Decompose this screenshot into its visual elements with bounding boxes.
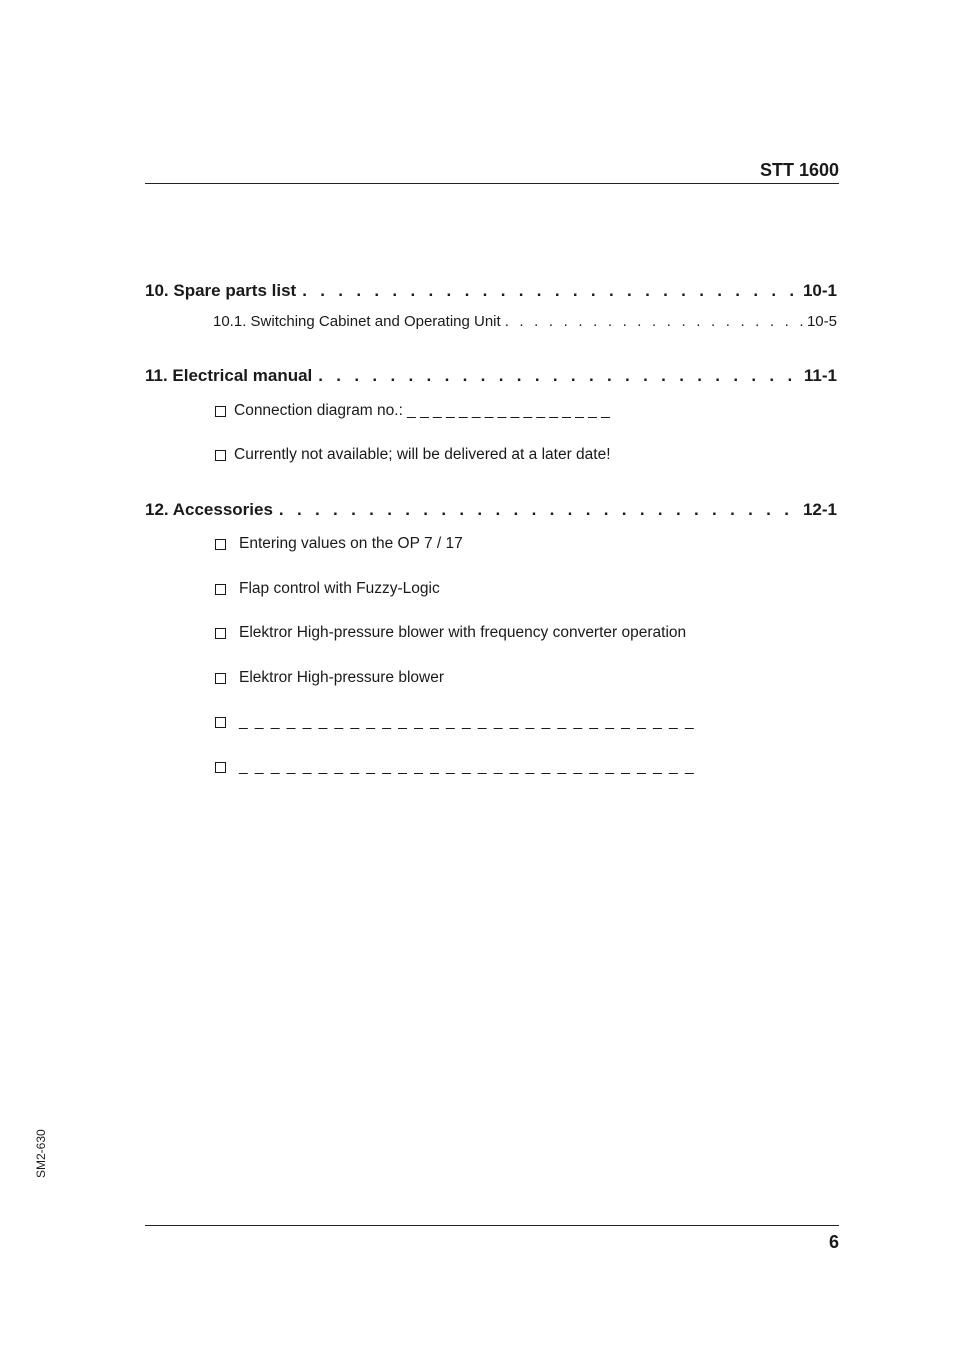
- toc-entry-page: 12-1: [802, 500, 837, 519]
- toc-entry-title: 11. Electrical manual: [145, 366, 313, 385]
- dot-leader: [302, 281, 797, 301]
- toc-subentry-title: 10.1. Switching Cabinet and Operating Unit: [213, 313, 501, 330]
- checkbox-item-blank-1[interactable]: [215, 713, 695, 731]
- toc-entry-spare-parts: [145, 281, 837, 301]
- page-number: 6: [828, 1232, 839, 1252]
- checkbox-item-flap-control[interactable]: [215, 580, 440, 598]
- toc-subentry-page: 10-5: [806, 313, 837, 330]
- checkbox-label: _ _ _ _ _ _ _ _ _ _ _ _ _ _ _ _ _ _ _ _ _ _ _ _ _ _ _ _ _: [239, 713, 696, 730]
- toc-entry-title: 12. Accessories: [145, 500, 273, 519]
- checkbox-item-blank-2[interactable]: [215, 758, 695, 776]
- checkbox-icon[interactable]: [215, 717, 226, 728]
- checkbox-icon[interactable]: [215, 450, 226, 461]
- dot-leader: [505, 313, 803, 330]
- checkbox-label: Currently not available; will be delivered at a later date!: [234, 446, 611, 463]
- toc-entry-page: 10-1: [802, 281, 837, 300]
- toc-entry-electrical-manual: [145, 366, 837, 386]
- toc-entry-title: 10. Spare parts list: [145, 281, 297, 300]
- checkbox-icon[interactable]: [215, 673, 226, 684]
- checkbox-label: Flap control with Fuzzy-Logic: [239, 580, 440, 597]
- toc-entry-accessories: [145, 500, 837, 520]
- checkbox-item-op7[interactable]: [215, 535, 463, 553]
- toc-subentry-switching-cabinet: [213, 313, 837, 330]
- checkbox-item-connection-diagram[interactable]: [215, 402, 610, 420]
- checkbox-icon[interactable]: [215, 539, 226, 550]
- checkbox-icon[interactable]: [215, 762, 226, 773]
- checkbox-label: Entering values on the OP 7 / 17: [239, 535, 463, 552]
- checkbox-item-blower[interactable]: [215, 669, 444, 687]
- checkbox-icon[interactable]: [215, 584, 226, 595]
- checkbox-item-not-available[interactable]: [215, 446, 611, 464]
- checkbox-label: _ _ _ _ _ _ _ _ _ _ _ _ _ _ _ _ _ _ _ _ _ _ _ _ _ _ _ _ _: [239, 758, 696, 775]
- checkbox-icon[interactable]: [215, 406, 226, 417]
- document-code: SM2-630: [34, 1129, 48, 1178]
- checkbox-icon[interactable]: [215, 628, 226, 639]
- footer-rule: [145, 1225, 839, 1226]
- dot-leader: [279, 500, 797, 520]
- checkbox-label: Elektror High-pressure blower with frequency converter operation: [239, 624, 687, 641]
- dot-leader: [318, 366, 798, 386]
- checkbox-item-blower-frequency[interactable]: [215, 624, 686, 642]
- header-rule: [145, 183, 839, 184]
- checkbox-label: Connection diagram no.: _ _ _ _ _ _ _ _ _ _ _ _ _ _ _ _: [234, 402, 610, 419]
- toc-entry-page: 11-1: [803, 366, 837, 385]
- checkbox-label: Elektror High-pressure blower: [239, 669, 445, 686]
- document-title: STT 1600: [759, 160, 839, 180]
